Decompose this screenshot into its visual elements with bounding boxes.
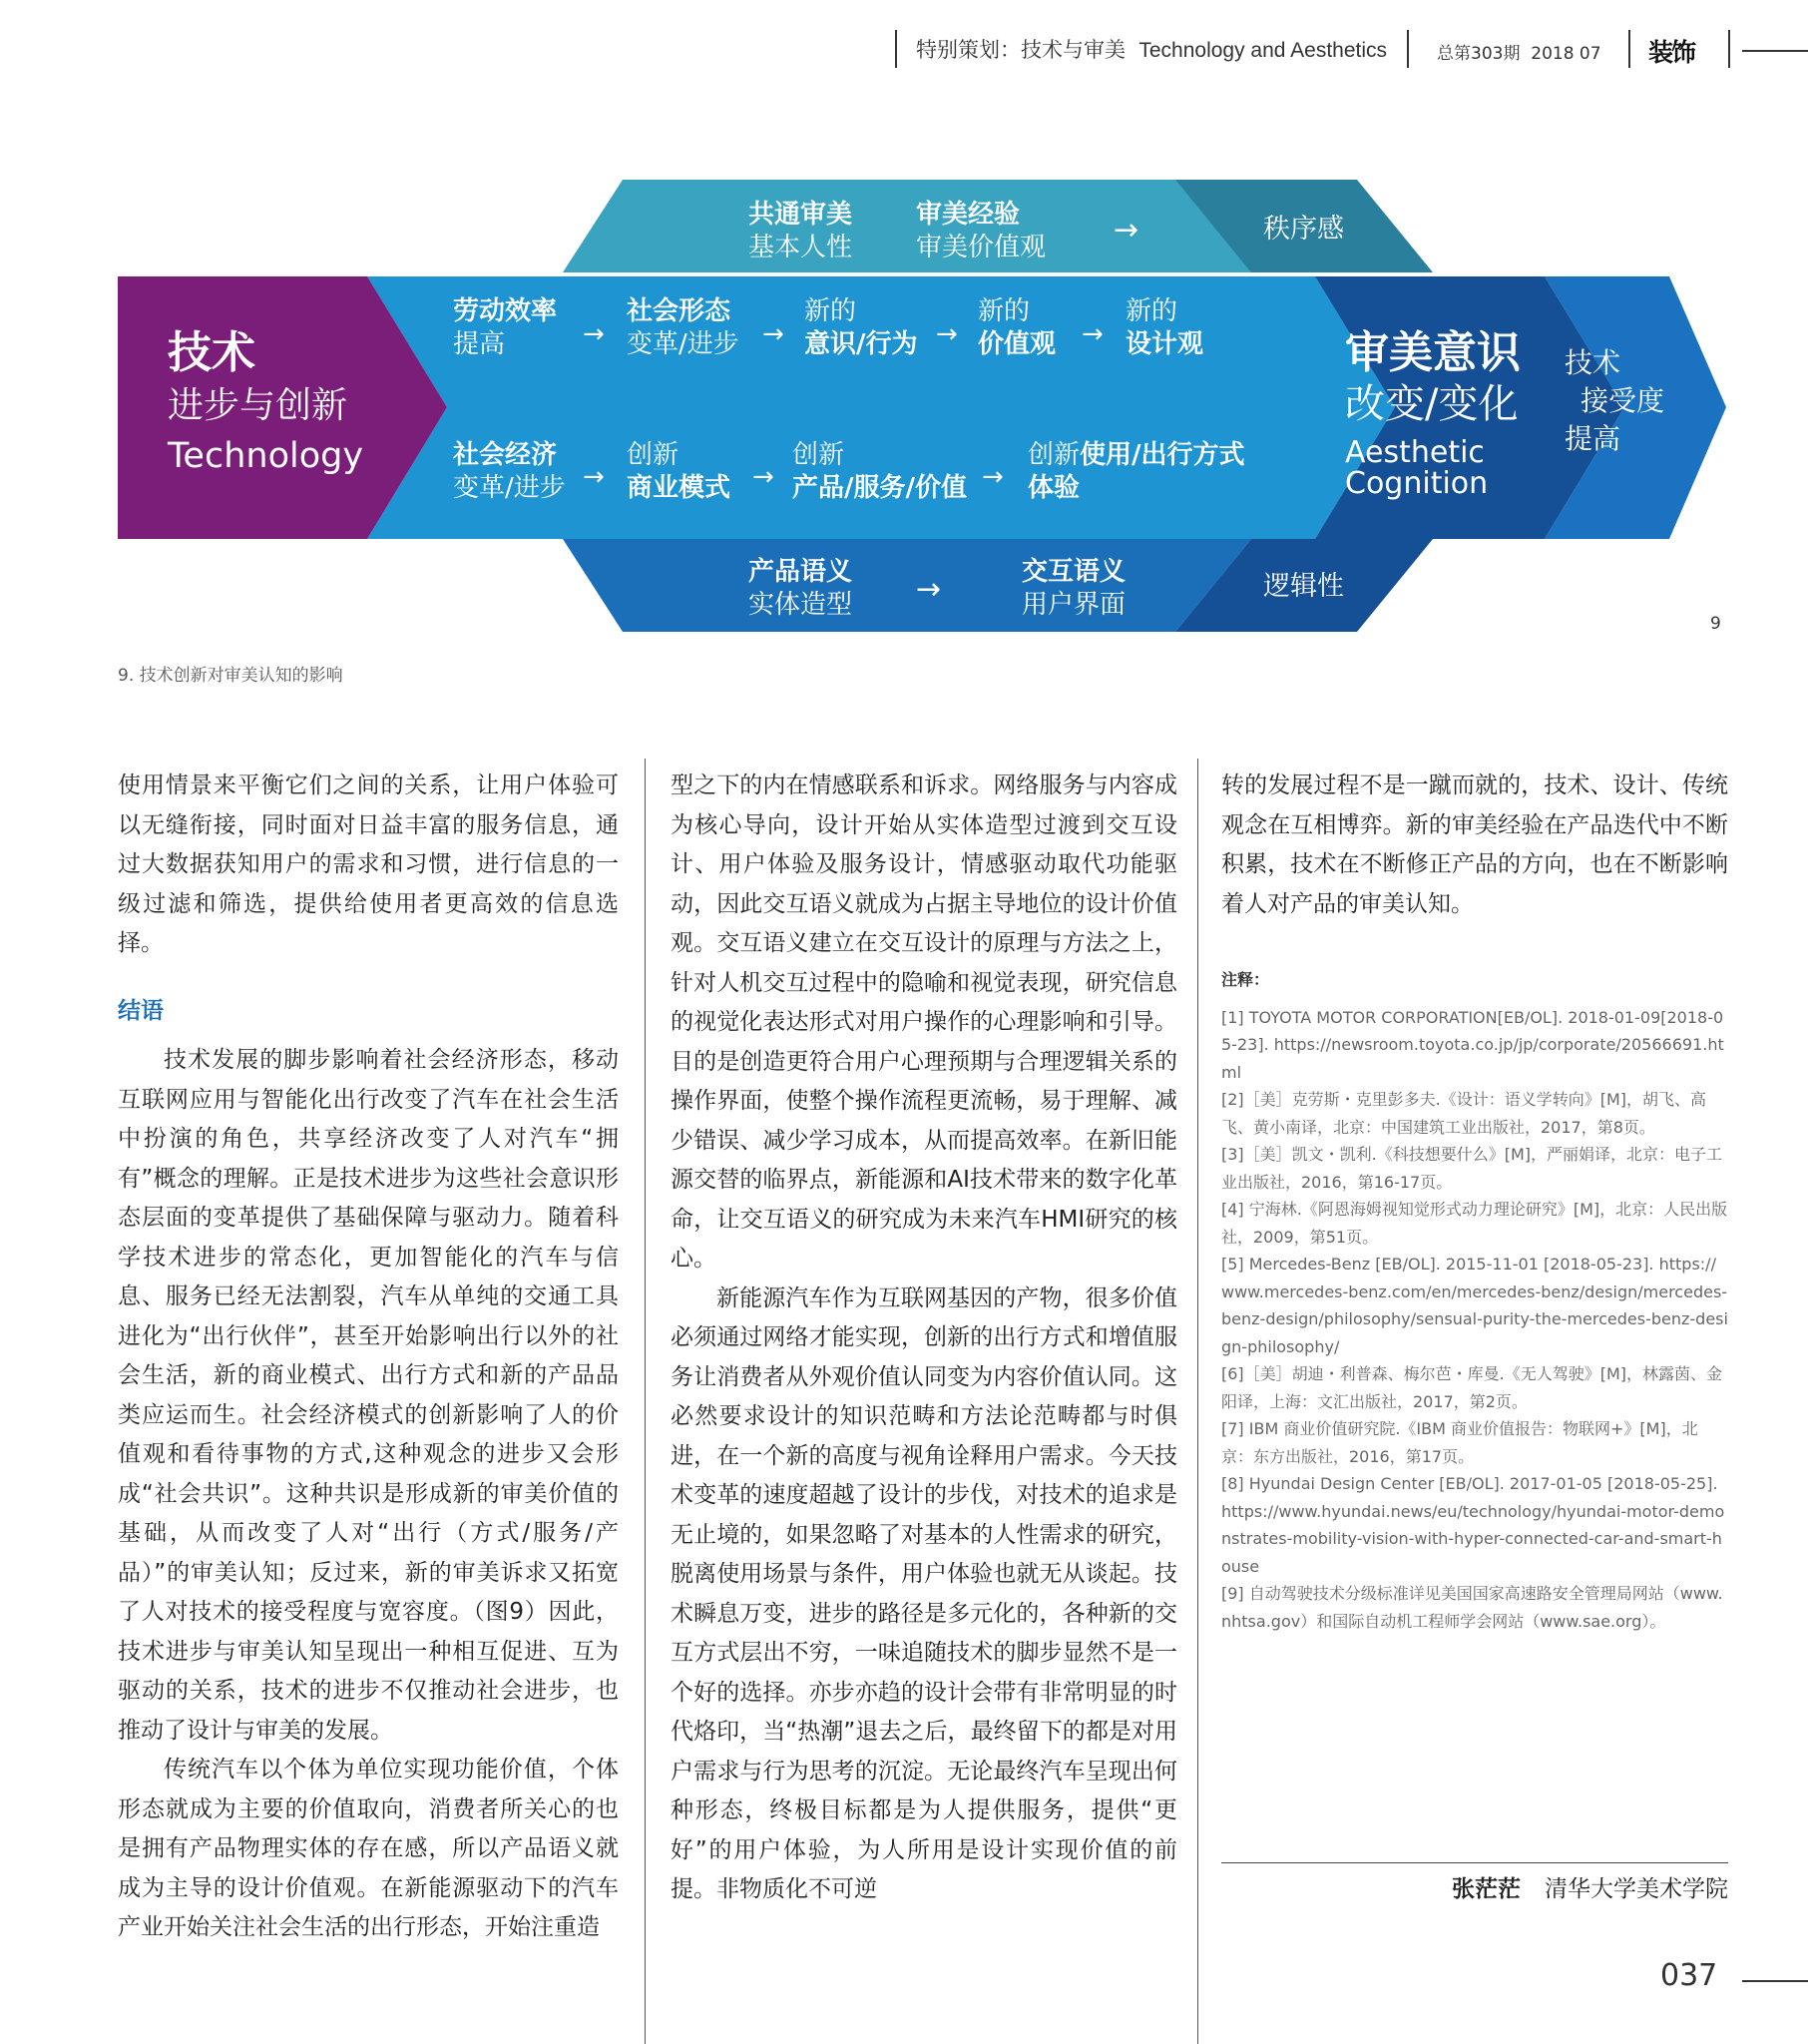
- paragraph: 传统汽车以个体为单位实现功能价值，个体形态就成为主要的价值取向，消费者所关心的也是拥有产品物理实体的存在感，所以产品语义就成为主导的设计价值观。在新能源驱动下的汽车产业开始关注社会生活的出行形态，开始注重造: [118, 1757, 619, 1940]
- arrow-icon: →: [1114, 213, 1139, 248]
- column-divider: [1197, 759, 1198, 2044]
- reference-item: [2]［美］克劳斯・克里彭多夫.《设计：语义学转向》[M]，胡飞、高飞、黄小南译，北京：中国建筑工业出版社，2017，第8页。: [1221, 1090, 1707, 1137]
- top-item2-sub: 审美价值观: [916, 233, 1047, 262]
- aesthetic-en2: Cognition: [1345, 466, 1489, 501]
- references-title: 注释：: [1221, 970, 1270, 989]
- bottom-end-label: 逻辑性: [1263, 571, 1344, 602]
- top-item1-bold: 共通审美: [748, 200, 853, 230]
- paragraph: 技术发展的脚步影响着社会经济形态，移动互联网应用与智能化出行改变了汽车在社会生活中扮演的角色，共享经济改变了人对汽车“拥有”概念的理解。正是技术进步为这些社会意识形态层面的变革提供了基础保障与驱动力。随着科学技术进步的常态化，更加智能化的汽车与信息、服务已经无法割裂，汽车从单纯的交通工具进化为“出行伙伴”，甚至开始影响出行以外的社会生活，新的商业模式、出行方式和新的产品品类应运而生。社会经济模式的创新影响了人的价值观和看待事物的方式,这种观念的进步又会形成“社会共识”。这种共识是形成新的审美价值的基础，从而改变了人对“出行（方式/服务/产品）”的审美认知；反过来，新的审美诉求又拓宽了人对技术的接受程度与宽容度。（图9）因此，技术进步与审美认知呈现出一种相互促进、互为驱动的关系，技术的进步不仅推动社会进步，也推动了设计与审美的发展。: [118, 1047, 619, 1744]
- text-column-1: [118, 766, 619, 1948]
- arrow-icon: →: [916, 572, 942, 607]
- reference-item: [8] Hyundai Design Center [EB/OL]. 2017-01-05 [2018-05-25]. https://www.hyundai.news/eu/technology/hyundai-motor-demonstrates-mobility-vision-with-hyper-connected-car-and-smart-house: [1221, 1474, 1725, 1576]
- header-section: 特别策划：技术与审美 Technology and Aesthetics: [916, 38, 1388, 62]
- arrow-icon: →: [583, 462, 605, 492]
- header-issue: 总第303期 2018 07: [1437, 44, 1601, 64]
- row2-d-bold2: 体验: [1028, 473, 1081, 503]
- row1-a-sub: 提高: [453, 329, 506, 359]
- page-number: 037: [1660, 1958, 1718, 1993]
- reference-item: [7] IBM 商业价值研究院.《IBM 商业价值报告：物联网+》[M]，北京：东方出版社，2016，第17页。: [1221, 1419, 1698, 1466]
- arrow-icon: →: [583, 319, 605, 349]
- reference-item: [3]［美］凯文・凯利.《科技想要什么》[M]，严丽娟译，北京：电子工业出版社，2016，第16-17页。: [1221, 1145, 1723, 1192]
- arrow-icon: →: [762, 319, 784, 349]
- bottom-item1-sub: 实体造型: [748, 590, 853, 620]
- author-affiliation: 清华大学美术学院: [1545, 1876, 1728, 1902]
- row2-c-bold: 产品/服务/价值: [792, 473, 967, 503]
- row1-c-pre: 新的: [804, 296, 857, 326]
- row1-d-bold: 价值观: [978, 329, 1057, 359]
- references: [1221, 966, 1728, 1635]
- header-rule: [1742, 50, 1808, 52]
- row2-d-line1: [1028, 439, 1245, 470]
- row2-b-bold: 商业模式: [627, 473, 731, 503]
- top-item2-bold: 审美经验: [916, 200, 1021, 230]
- bottom-item2-sub: 用户界面: [1022, 590, 1127, 620]
- header-divider: [1628, 30, 1630, 68]
- text-column-3: [1221, 766, 1728, 924]
- row2-d-bold: 使用/出行方式: [1080, 440, 1245, 470]
- section-title: 结语: [118, 997, 164, 1024]
- row1-c-bold: 意识/行为: [804, 329, 918, 359]
- reference-item: [4] 宁海林.《阿恩海姆视知觉形式动力理论研究》[M]，北京：人民出版社，2009，第51页。: [1221, 1200, 1728, 1247]
- technology-en: Technology: [168, 436, 364, 476]
- technology-sub: 进步与创新: [168, 385, 348, 426]
- row1-d-pre: 新的: [978, 296, 1031, 326]
- top-item1-sub: 基本人性: [748, 233, 853, 262]
- reference-item: [1] TOYOTA MOTOR CORPORATION[EB/OL]. 2018-01-09[2018-05-23]. https://newsroom.toyota.co.jp/jp/corporate/20566691.html: [1221, 1007, 1724, 1082]
- paragraph: 新能源汽车作为互联网基因的产物，很多价值必须通过网络才能实现，创新的出行方式和增值服务让消费者从外观价值认同变为内容价值认同。这必然要求设计的知识范畴和方法论范畴都与时俱进，在一个新的高度与视角诠释用户需求。今天技术变革的速度超越了设计的步伐，对技术的追求是无止境的，如果忽略了对基本的人性需求的研究，脱离使用场景与条件，用户体验也就无从谈起。技术瞬息万变，进步的路径是多元化的，各种新的交互方式层出不穷，一味追随技术的脚步显然不是一个好的选择。亦步亦趋的设计会带有非常明显的时代烙印，当“热潮”退去之后，最终留下的都是对用户需求与行为思考的沉淀。无论最终汽车呈现出何种形态，终极目标都是为人提供服务，提供“更好”的用户体验，为人所用是设计实现价值的前提。非物质化不可逆: [671, 1284, 1177, 1902]
- header-divider: [1407, 30, 1409, 68]
- row1-a-bold: 劳动效率: [453, 296, 558, 326]
- row2-a-sub: 变革/进步: [453, 473, 566, 503]
- figure-caption: 9. 技术创新对审美认知的影响: [118, 666, 343, 686]
- figure-number: 9: [1710, 614, 1721, 634]
- figure-9-diagram: [118, 178, 1731, 637]
- row2-b-pre: 创新: [627, 440, 679, 470]
- row2-a-bold: 社会经济: [453, 440, 558, 470]
- outcome-line1: 技术: [1565, 346, 1621, 379]
- magazine-logo: 装饰: [1648, 38, 1695, 67]
- header-divider: [1728, 30, 1730, 68]
- aesthetic-en1: Aesthetic: [1345, 435, 1485, 470]
- arrow-icon: →: [936, 319, 958, 349]
- top-end-label: 秩序感: [1263, 214, 1344, 245]
- text-column-2: [671, 766, 1177, 1910]
- reference-item: [6]［美］胡迪・利普森、梅尔芭・库曼.《无人驾驶》[M]，林露茵、金阳译，上海：文汇出版社，2017，第2页。: [1221, 1364, 1723, 1411]
- author-name: 张茫茫: [1451, 1876, 1521, 1902]
- row1-e-bold: 设计观: [1126, 329, 1204, 359]
- row2-c-pre: 创新: [792, 440, 845, 470]
- arrow-icon: →: [1082, 319, 1104, 349]
- author-line: [1221, 1870, 1728, 1903]
- bottom-band: [563, 539, 1251, 632]
- technology-title: 技术: [168, 327, 255, 378]
- reference-item: [9] 自动驾驶技术分级标准详见美国国家高速路安全管理局网站（www.nhtsa.gov）和国际自动机工程师学会网站（www.sae.org）。: [1221, 1584, 1723, 1631]
- arrow-icon: →: [982, 462, 1004, 492]
- outcome-line2: 接受度: [1581, 384, 1665, 417]
- paragraph: 型之下的内在情感联系和诉求。网络服务与内容成为核心导向，设计开始从实体造型过渡到交互设计、用户体验及服务设计，情感驱动取代功能驱动，因此交互语义就成为占据主导地位的设计价值观。交互语义建立在交互设计的原理与方法之上，针对人机交互过程中的隐喻和视觉表现，研究信息的视觉化表达形式对用户操作的心理影响和引导。目的是创造更符合用户心理预期与合理逻辑关系的操作界面，使整个操作流程更流畅，易于理解、减少错误、减少学习成本，从而提高效率。在新旧能源交替的临界点，新能源和AI技术带来的数字化革命，让交互语义的研究成为未来汽车HMI研究的核心。: [671, 772, 1177, 1272]
- page-number-rule: [1742, 1980, 1808, 1982]
- reference-item: [5] Mercedes-Benz [EB/OL]. 2015-11-01 [2018-05-23]. https://www.mercedes-benz.com/en/mercedes-benz/design/mercedes-benz-design/philosophy/sensual-purity-the-mercedes-benz-design-philosophy/: [1221, 1255, 1728, 1356]
- bottom-item2-bold: 交互语义: [1022, 557, 1127, 587]
- arrow-icon: →: [752, 462, 774, 492]
- column-divider: [645, 759, 646, 2044]
- aesthetic-title: 审美意识: [1345, 327, 1521, 378]
- row2-d-pre: 创新: [1028, 440, 1081, 470]
- author-rule: [1221, 1862, 1728, 1863]
- paragraph: 使用情景来平衡它们之间的关系，让用户体验可以无缝衔接，同时面对日益丰富的服务信息，通过大数据获知用户的需求和习惯，进行信息的一级过滤和筛选，提供给使用者更高效的信息选择。: [118, 772, 619, 956]
- header-divider: [895, 30, 897, 68]
- outcome-line3: 提高: [1565, 422, 1621, 455]
- paragraph: 转的发展过程不是一蹴而就的，技术、设计、传统观念在互相博弈。新的审美经验在产品迭代中不断积累，技术在不断修正产品的方向，也在不断影响着人对产品的审美认知。: [1221, 772, 1728, 917]
- row1-e-pre: 新的: [1126, 296, 1178, 326]
- row1-b-sub: 变革/进步: [627, 329, 739, 359]
- aesthetic-sub: 改变/变化: [1345, 381, 1519, 427]
- row1-b-bold: 社会形态: [627, 296, 731, 326]
- bottom-item1-bold: 产品语义: [748, 557, 853, 587]
